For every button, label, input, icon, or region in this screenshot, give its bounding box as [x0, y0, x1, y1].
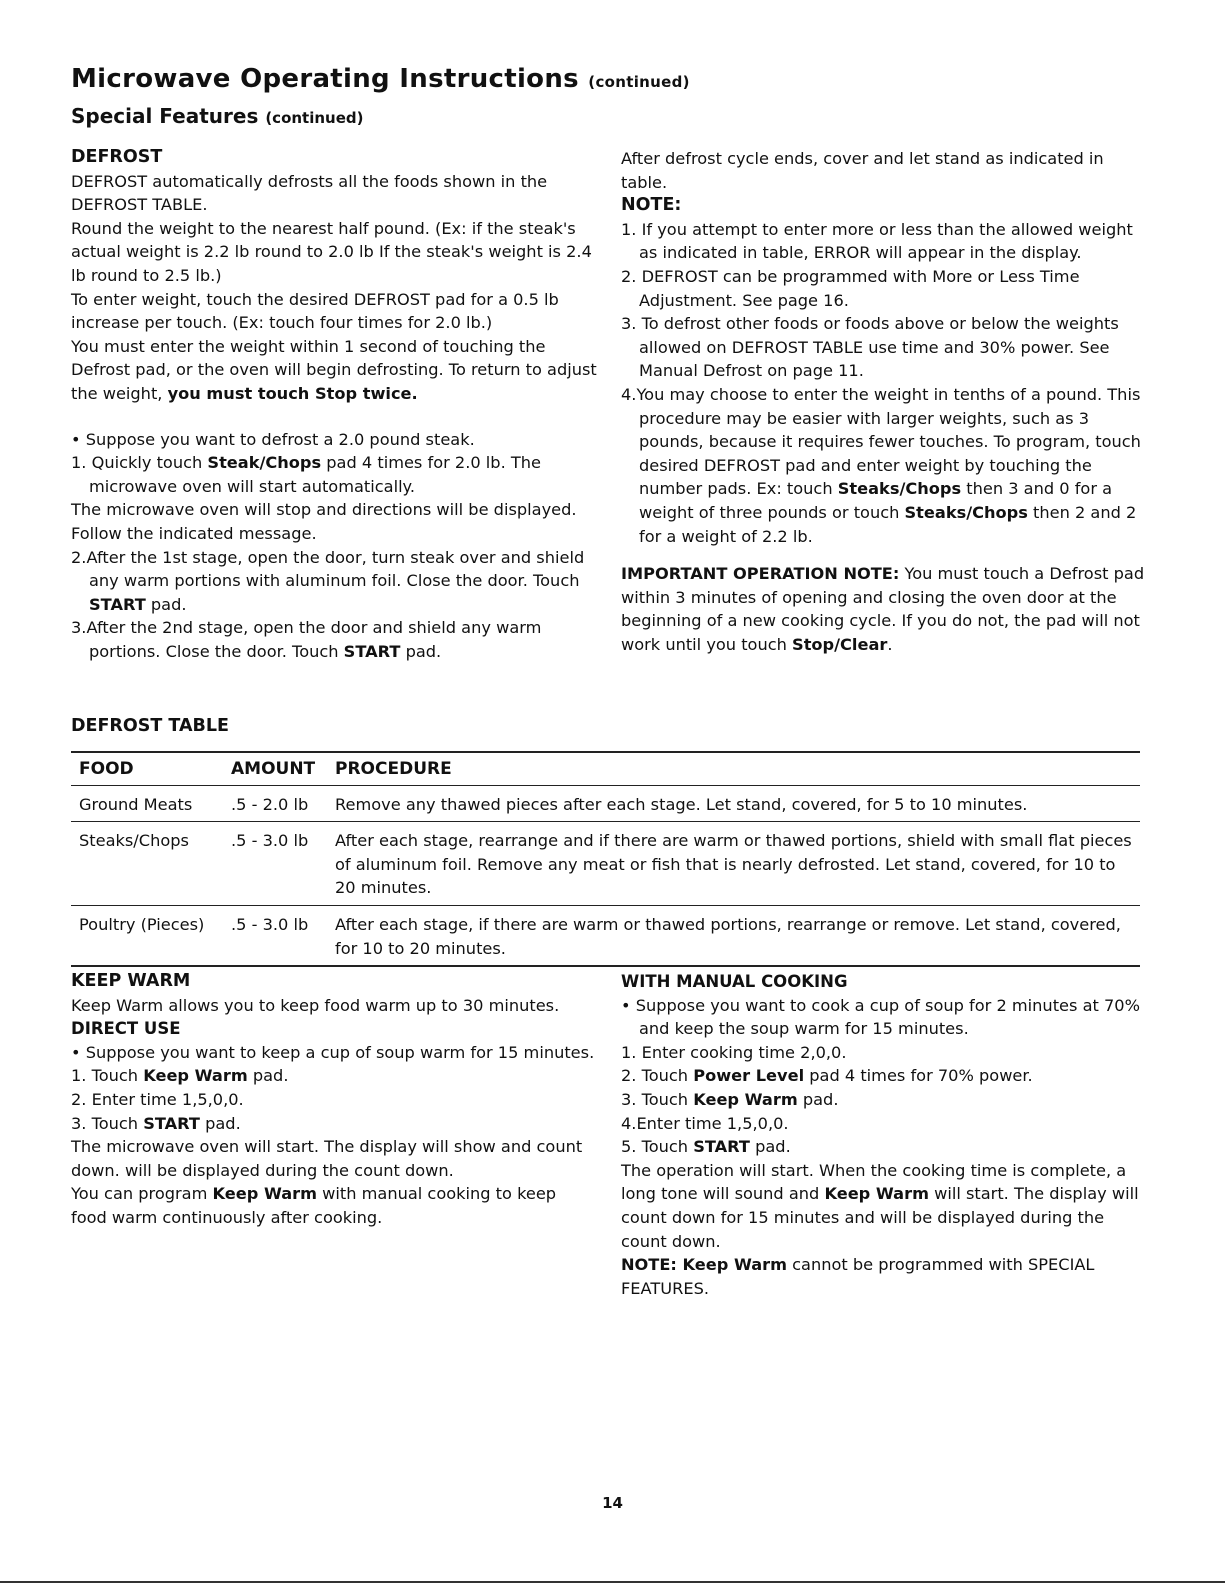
keep-warm-step-1 [71, 1064, 596, 1088]
step-text: pad 4 times for 70% power. [804, 1066, 1033, 1086]
keep-warm-bullet: • Suppose you want to keep a cup of soup warm for 15 minutes. [71, 1042, 595, 1062]
section-subtitle [71, 104, 364, 128]
cell-amount: .5 - 3.0 lb [231, 822, 335, 906]
note-heading: NOTE: [621, 195, 682, 216]
header-procedure: PROCEDURE [335, 752, 1140, 785]
manual-cooking-heading: WITH MANUAL COOKING [621, 972, 848, 991]
note-text: then 2 and 2 for a weight of 2.2 lb. [639, 502, 1137, 546]
step-bold: START [343, 641, 401, 661]
para-text: The operation will start. When the cooking time is complete, a long tone will sound and [621, 1160, 1127, 1204]
bottom-rule [0, 1581, 1225, 1583]
cell-food: Steaks/Chops [71, 822, 231, 906]
manual-operation-text [621, 1159, 1146, 1253]
defrost-step-1 [71, 451, 599, 498]
step-text: pad. [797, 1089, 839, 1109]
defrost-notes-section [621, 147, 1146, 656]
keep-warm-program-text [71, 1182, 596, 1229]
manual-note [621, 1253, 1146, 1300]
step-text: pad. [247, 1066, 289, 1086]
step-bold: Power Level [693, 1066, 805, 1086]
title-text: Microwave Operating Instructions [71, 64, 579, 94]
para-text: with manual cooking to keep food warm continuously after cooking. [71, 1184, 557, 1227]
keep-warm-section [71, 970, 596, 1230]
note-bold: Steaks/Chops [837, 479, 962, 499]
keep-warm-step-3 [71, 1112, 596, 1136]
table-row [71, 785, 1140, 822]
page-title [71, 64, 690, 94]
defrost-section [71, 146, 599, 663]
step-text: pad. [199, 1113, 241, 1133]
important-label: IMPORTANT OPERATION NOTE: [621, 564, 900, 584]
note-text: cannot be programmed with SPECIAL FEATURES. [621, 1255, 1095, 1298]
table-row [71, 822, 1140, 906]
important-operation-note [621, 562, 1146, 656]
defrost-intro: DEFROST automatically defrosts all the foods shown in the DEFROST TABLE. [71, 171, 548, 215]
defrost-enter-weight: To enter weight, touch the desired DEFROST pad for a 0.5 lb increase per touch. (Ex: touch four times for 2.0 lb.) [71, 289, 559, 333]
step-bold: Steak/Chops [207, 453, 322, 473]
step-bold: Keep Warm [693, 1089, 798, 1109]
note-bold: Steaks/Chops [904, 502, 1028, 522]
cell-procedure: Remove any thawed pieces after each stage. Let stand, covered, for 5 to 10 minutes. [335, 785, 1140, 822]
note-4 [621, 383, 1146, 548]
important-text: . [887, 634, 893, 654]
manual-cooking-section [621, 970, 1146, 1300]
note-2: 2. DEFROST can be programmed with More or Less Time Adjustment. See page 16. [621, 266, 1080, 310]
manual-step-1: 1. Enter cooking time 2,0,0. [621, 1042, 847, 1062]
table-row [71, 905, 1140, 966]
defrost-timing [71, 335, 599, 406]
defrost-table-title: DEFROST TABLE [71, 716, 229, 736]
step-bold: START [89, 594, 146, 614]
step-text: 3. Touch [71, 1113, 144, 1133]
keep-warm-intro: Keep Warm allows you to keep food warm up to 30 minutes. [71, 995, 560, 1015]
cell-procedure: After each stage, rearrange and if there are warm or thawed portions, shield with small flat pieces of aluminum foil. Remove any meat or fish that is nearly defrosted. Let stand, covered, for 10 to 20 minutes. [335, 822, 1140, 906]
para-text: will start. The display will count down for 15 minutes and will be displayed during the count down. [621, 1184, 1139, 1251]
manual-step-3 [621, 1088, 1146, 1112]
note-3: 3. To defrost other foods or foods above or below the weights allowed on DEFROST TABLE use time and 30% power. See Manual Defrost on page 11. [621, 314, 1119, 381]
para-bold: Keep Warm [824, 1184, 929, 1204]
step-text: 1. Quickly touch [71, 453, 208, 473]
cell-procedure: After each stage, if there are warm or thawed portions, rearrange or remove. Let stand, covered, for 10 to 20 minutes. [335, 905, 1140, 966]
manual-step-2 [621, 1064, 1146, 1088]
para-text: You can program [71, 1184, 213, 1204]
step-text: pad. [400, 641, 442, 661]
defrost-timing-text: You must enter the weight within 1 second of touching the Defrost pad, or the oven will begin defrosting. To return to adjust the weight, [71, 336, 597, 403]
cell-food: Ground Meats [71, 785, 231, 822]
important-text: You must touch a Defrost pad within 3 minutes of opening and closing the oven door at the beginning of a new cooking cycle. If you do not, the pad will not work until you touch [621, 564, 1145, 654]
step-text: 1. Touch [71, 1066, 144, 1086]
step-text: 2.After the 1st stage, open the door, turn steak over and shield any warm portions with aluminum foil. Close the door. Touch [71, 547, 585, 591]
defrost-example-bullet: • Suppose you want to defrost a 2.0 pound steak. [71, 429, 475, 449]
important-bold: Stop/Clear [792, 634, 888, 654]
defrost-stop-message: The microwave oven will stop and directions will be displayed. Follow the indicated message. [71, 500, 577, 543]
cell-amount: .5 - 3.0 lb [231, 905, 335, 966]
note-bold: NOTE: Keep Warm [621, 1255, 788, 1275]
step-bold: START [693, 1137, 750, 1157]
para-bold: Keep Warm [212, 1184, 318, 1204]
note-text: then 3 and 0 for a weight of three pounds or touch [639, 479, 1113, 522]
page-number: 14 [602, 1494, 623, 1512]
defrost-timing-bold: you must touch Stop twice. [167, 383, 418, 403]
step-text: 3. Touch [621, 1089, 694, 1109]
subtitle-continued: (continued) [265, 109, 364, 127]
step-text: 5. Touch [621, 1137, 694, 1157]
defrost-heading: DEFROST [71, 147, 163, 167]
step-text: 2. Touch [621, 1066, 694, 1086]
header-food: FOOD [71, 752, 231, 785]
defrost-table [71, 751, 1140, 967]
defrost-rounding: Round the weight to the nearest half pound. (Ex: if the steak's actual weight is 2.2 lb round to 2.0 lb If the steak's weight is 2.4 lb round to 2.5 lb.) [71, 218, 592, 285]
cell-amount: .5 - 2.0 lb [231, 785, 335, 822]
step-bold: Keep Warm [143, 1066, 248, 1086]
keep-warm-start-text: The microwave oven will start. The display will show and count down. will be displayed during the count down. [71, 1137, 583, 1180]
subtitle-text: Special Features [71, 104, 259, 128]
manual-bullet: • Suppose you want to cook a cup of soup for 2 minutes at 70% and keep the soup warm for 15 minutes. [621, 995, 1140, 1039]
table-header-row [71, 752, 1140, 785]
manual-step-5 [621, 1135, 1146, 1159]
defrost-step-3 [71, 616, 599, 663]
cell-food: Poultry (Pieces) [71, 905, 231, 966]
direct-use-heading: DIRECT USE [71, 1019, 181, 1039]
after-defrost-text: After defrost cycle ends, cover and let stand as indicated in table. [621, 149, 1104, 192]
note-1: 1. If you attempt to enter more or less than the allowed weight as indicated in table, ERROR will appear in the display. [621, 219, 1133, 263]
defrost-step-2 [71, 546, 599, 617]
step-text: 3.After the 2nd stage, open the door and shield any warm portions. Close the door. Touch [71, 618, 542, 661]
title-continued: (continued) [588, 73, 690, 91]
keep-warm-step-2: 2. Enter time 1,5,0,0. [71, 1089, 244, 1109]
keep-warm-heading: KEEP WARM [71, 971, 191, 991]
step-bold: START [143, 1113, 200, 1133]
step-text: pad. [749, 1137, 791, 1157]
manual-step-4: 4.Enter time 1,5,0,0. [621, 1113, 789, 1133]
step-text: pad 4 times for 2.0 lb. The microwave oven will start automatically. [89, 453, 541, 496]
step-text: pad. [145, 594, 187, 614]
note-text: 4.You may choose to enter the weight in tenths of a pound. This procedure may be easier with larger weights, such as 3 pounds, because it requires fewer touches. To program, touch desired DEFROST pad and enter weight by touching the number pads. Ex: touch [621, 384, 1141, 499]
header-amount: AMOUNT [231, 752, 335, 785]
